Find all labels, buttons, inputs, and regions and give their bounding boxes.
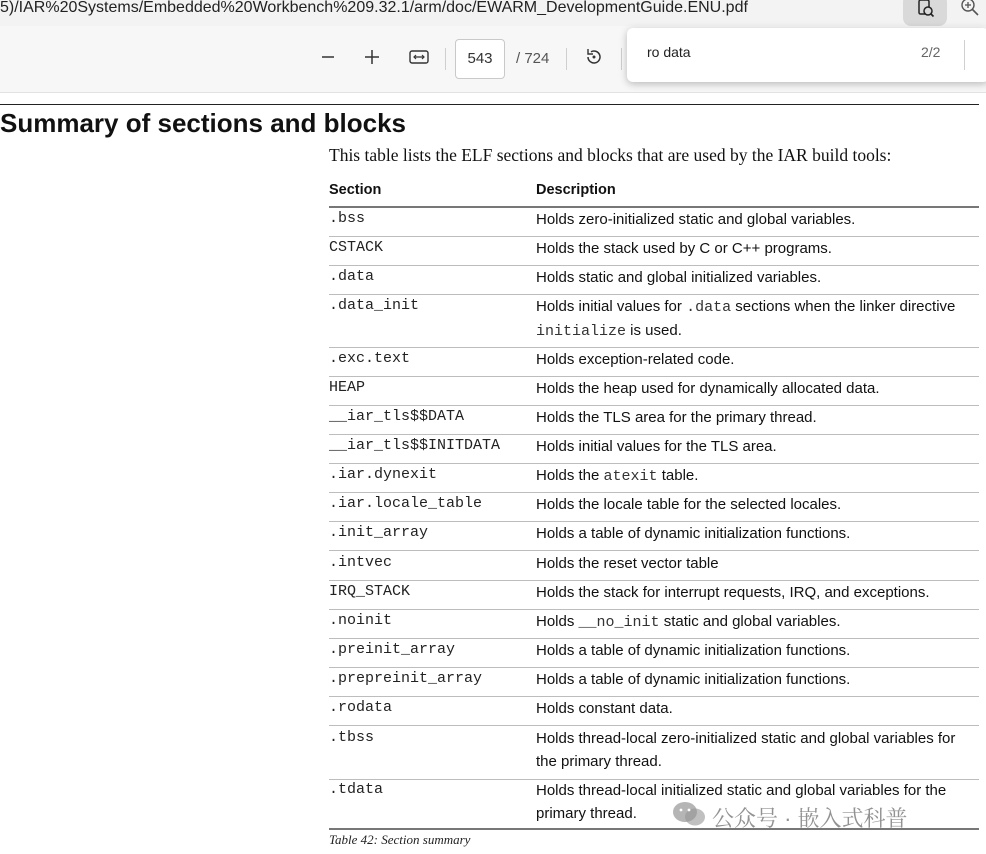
address-bar[interactable] <box>0 0 986 26</box>
fit-to-width-button[interactable] <box>406 46 432 72</box>
zoom-out-button[interactable] <box>315 46 341 72</box>
section-description: Holds a table of dynamic initialization functions. <box>536 525 851 542</box>
zoom-in-button[interactable] <box>359 46 385 72</box>
read-aloud-button[interactable] <box>903 0 947 26</box>
table-row <box>329 493 979 522</box>
table-row <box>329 581 979 610</box>
section-name: .data_init <box>329 297 420 314</box>
table-row <box>329 522 979 551</box>
section-name: .intvec <box>329 554 393 571</box>
section-name: .noinit <box>329 612 393 629</box>
table-row <box>329 208 979 237</box>
table-row <box>329 237 979 266</box>
find-divider <box>964 40 965 70</box>
section-description: Holds the reset vector table <box>536 555 719 572</box>
page-heading: Summary of sections and blocks <box>0 108 407 138</box>
plus-icon <box>364 49 380 70</box>
table-row <box>329 266 979 295</box>
find-match-count: 2/2 <box>921 44 941 60</box>
header-section: Section <box>329 182 382 198</box>
table-row <box>329 377 979 406</box>
section-name: __iar_tls$$DATA <box>329 408 465 425</box>
table-row <box>329 610 979 639</box>
section-name: .tbss <box>329 729 375 746</box>
section-description: Holds the stack for interrupt requests, IRQ, and exceptions. <box>536 584 930 601</box>
toolbar-divider <box>445 48 446 70</box>
section-description: Holds the heap used for dynamically allocated data. <box>536 380 880 397</box>
read-aloud-icon <box>915 0 935 23</box>
page-number-input[interactable]: 543 <box>455 39 505 79</box>
table-row <box>329 552 979 581</box>
section-description: Holds the stack used by C or C++ programs. <box>536 240 832 257</box>
page-total: / 724 <box>516 50 550 67</box>
page-zoom-button[interactable] <box>957 0 983 22</box>
rotate-icon <box>584 47 604 72</box>
section-name: .bss <box>329 210 366 227</box>
section-name: .exc.text <box>329 350 411 367</box>
section-name: HEAP <box>329 379 366 396</box>
section-name: .data <box>329 268 375 285</box>
section-name: .prepreinit_array <box>329 670 483 687</box>
section-description: Holds __no_init static and global variables. <box>536 613 841 631</box>
section-name: .init_array <box>329 524 429 541</box>
wechat-icon <box>672 800 706 834</box>
section-description: Holds thread-local initialized static and global variables for the primary thread. <box>536 782 947 822</box>
section-name: .preinit_array <box>329 641 456 658</box>
table-row <box>329 348 979 377</box>
chapter-rule <box>0 104 979 105</box>
section-name: CSTACK <box>329 239 384 256</box>
toolbar-divider <box>621 48 622 70</box>
section-description: Holds constant data. <box>536 700 673 717</box>
section-name: __iar_tls$$INITDATA <box>329 437 501 454</box>
section-description: Holds thread-local zero-initialized static and global variables for the primary thread. <box>536 730 956 770</box>
section-description: Holds initial values for the TLS area. <box>536 438 777 455</box>
table-row <box>329 464 979 493</box>
section-description: Holds static and global initialized variables. <box>536 269 822 286</box>
url-text[interactable]: 5)/IAR%20Systems/Embedded%20Workbench%209.32.1/arm/doc/EWARM_DevelopmentGuide.ENU.pdf <box>0 0 748 16</box>
table-row <box>329 668 979 697</box>
watermark <box>672 800 908 834</box>
section-description: Holds initial values for .data sections when the linker directive initialize is used. <box>536 298 956 340</box>
section-description: Holds exception-related code. <box>536 351 735 368</box>
table-row <box>329 727 979 780</box>
table-row <box>329 639 979 668</box>
section-name: .iar.locale_table <box>329 495 483 512</box>
table-header <box>329 182 979 208</box>
minus-icon <box>320 49 336 70</box>
toolbar-divider <box>566 48 567 70</box>
header-description: Description <box>536 182 616 198</box>
table-row <box>329 295 979 348</box>
section-name: .iar.dynexit <box>329 466 438 483</box>
table-row <box>329 697 979 726</box>
intro-text: This table lists the ELF sections and blocks that are used by the IAR build tools: <box>329 145 892 165</box>
section-description: Holds zero-initialized static and global variables. <box>536 211 856 228</box>
table-caption: Table 42: Section summary <box>329 832 471 847</box>
section-description: Holds the locale table for the selected locales. <box>536 496 842 513</box>
fit-width-icon <box>409 49 429 70</box>
rotate-button[interactable] <box>581 46 607 72</box>
section-name: IRQ_STACK <box>329 583 411 600</box>
find-input[interactable]: ro data <box>647 44 691 60</box>
table-row <box>329 406 979 435</box>
section-description: Holds a table of dynamic initialization functions. <box>536 642 851 659</box>
zoom-icon <box>960 0 980 22</box>
section-name: .rodata <box>329 699 393 716</box>
find-bar <box>627 28 986 82</box>
watermark-text: 公众号 · 嵌入式科普 <box>712 805 908 831</box>
section-description: Holds the atexit table. <box>536 467 699 485</box>
section-description: Holds the TLS area for the primary thread. <box>536 409 817 426</box>
section-description: Holds a table of dynamic initialization functions. <box>536 671 851 688</box>
section-name: .tdata <box>329 781 384 798</box>
table-row <box>329 435 979 464</box>
